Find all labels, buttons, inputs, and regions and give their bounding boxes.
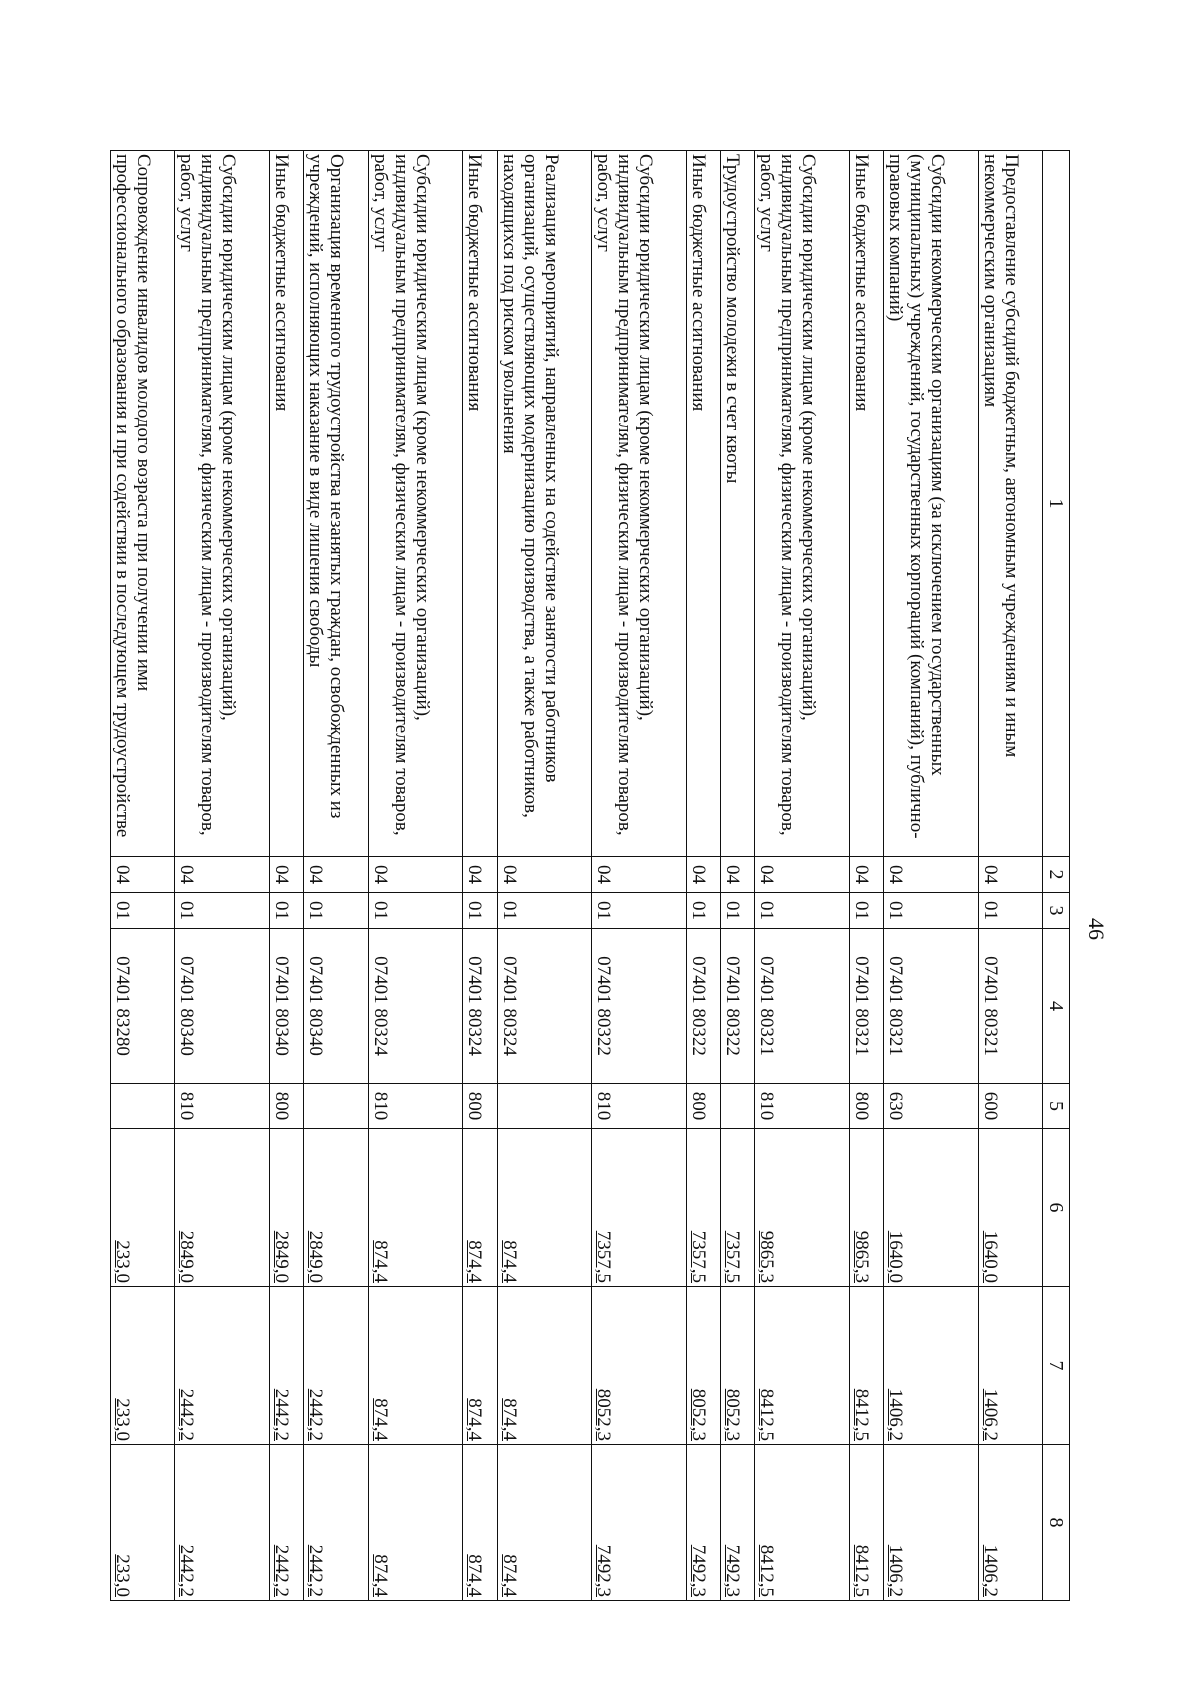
code-target-article: 07401 80322 [592,929,686,1084]
amount-col6: 9865,3 [849,1129,883,1287]
amount-col8: 1406,2 [978,1445,1042,1601]
amount-col7: 8052,3 [592,1287,686,1445]
code-subsection: 01 [720,893,754,929]
amount-col7: 8052,3 [720,1287,754,1445]
row-name: Иные бюджетные ассигнования [849,151,883,857]
code-expense-type [720,1084,754,1129]
code-subsection: 01 [849,893,883,929]
amount-col8: 7492,3 [720,1445,754,1601]
code-section: 04 [304,857,368,893]
amount-col8: 874,4 [368,1445,462,1601]
amount-col7: 1406,2 [884,1287,978,1445]
code-expense-type: 630 [884,1084,978,1129]
amount-col7: 874,4 [368,1287,462,1445]
col-header-1: 1 [1043,151,1070,857]
amount-col8: 8412,5 [755,1445,849,1601]
code-target-article: 07401 80322 [686,929,720,1084]
amount-col7: 8052,3 [686,1287,720,1445]
amount-col6: 2849,0 [269,1129,303,1287]
amount-col6: 9865,3 [755,1129,849,1287]
table-row [111,151,175,1601]
row-name: Сопровождение инвалидов молодого возраста при получении ими профессионального образования и при содействии в последующем трудоустройстве [111,151,175,857]
amount-col8: 874,4 [463,1445,497,1601]
row-name: Иные бюджетные ассигнования [269,151,303,857]
amount-col7: 233,0 [111,1287,175,1445]
header-row [1043,151,1070,1601]
code-section: 04 [686,857,720,893]
row-name: Организация временного трудоустройства незанятых граждан, освобожденных из учреждений, исполняющих наказание в виде лишения свободы [304,151,368,857]
code-target-article: 07401 80321 [978,929,1042,1084]
code-section: 04 [978,857,1042,893]
code-section: 04 [368,857,462,893]
row-name: Субсидии юридическим лицам (кроме некоммерческих организаций), индивидуальным предпринимателям, физическим лицам - производителям товаров, работ, услуг [755,151,849,857]
code-expense-type [304,1084,368,1129]
amount-col6: 1640,0 [884,1129,978,1287]
table-row [978,151,1042,1601]
amount-col6: 7357,5 [720,1129,754,1287]
table-row [720,151,754,1601]
amount-col8: 874,4 [497,1445,591,1601]
code-target-article: 07401 80324 [368,929,462,1084]
code-expense-type: 810 [755,1084,849,1129]
amount-col8: 8412,5 [849,1445,883,1601]
amount-col7: 2442,2 [304,1287,368,1445]
code-target-article: 07401 83280 [111,929,175,1084]
code-subsection: 01 [368,893,462,929]
code-section: 04 [497,857,591,893]
amount-col7: 8412,5 [849,1287,883,1445]
row-name: Субсидии юридическим лицам (кроме некоммерческих организаций), индивидуальным предпринимателям, физическим лицам - производителям товаров, работ, услуг [368,151,462,857]
code-subsection: 01 [111,893,175,929]
col-header-2: 2 [1043,857,1070,893]
table-row [849,151,883,1601]
amount-col7: 874,4 [497,1287,591,1445]
code-target-article: 07401 80324 [497,929,591,1084]
code-section: 04 [755,857,849,893]
code-target-article: 07401 80321 [884,929,978,1084]
col-header-3: 3 [1043,893,1070,929]
code-expense-type [497,1084,591,1129]
amount-col8: 1406,2 [884,1445,978,1601]
row-name: Реализация мероприятий, направленных на содействие занятости работников организаций, осуществляющих модернизацию производства, а также работников, находящихся под риском увольнения [497,151,591,857]
code-section: 04 [175,857,269,893]
code-subsection: 01 [592,893,686,929]
code-subsection: 01 [978,893,1042,929]
code-target-article: 07401 80321 [755,929,849,1084]
code-subsection: 01 [175,893,269,929]
amount-col6: 233,0 [111,1129,175,1287]
code-section: 04 [849,857,883,893]
amount-col6: 2849,0 [175,1129,269,1287]
code-expense-type: 810 [368,1084,462,1129]
code-subsection: 01 [884,893,978,929]
table-row [686,151,720,1601]
code-expense-type: 810 [592,1084,686,1129]
table-row [463,151,497,1601]
amount-col8: 2442,2 [269,1445,303,1601]
code-section: 04 [111,857,175,893]
code-target-article: 07401 80340 [269,929,303,1084]
code-expense-type: 800 [686,1084,720,1129]
code-expense-type: 600 [978,1084,1042,1129]
code-target-article: 07401 80340 [304,929,368,1084]
code-target-article: 07401 80340 [175,929,269,1084]
row-name: Иные бюджетные ассигнования [686,151,720,857]
code-subsection: 01 [304,893,368,929]
code-expense-type: 800 [849,1084,883,1129]
amount-col8: 7492,3 [686,1445,720,1601]
code-target-article: 07401 80324 [463,929,497,1084]
row-name: Субсидии юридическим лицам (кроме некоммерческих организаций), индивидуальным предпринимателям, физическим лицам - производителям товаров, работ, услуг [175,151,269,857]
table-row [592,151,686,1601]
code-target-article: 07401 80321 [849,929,883,1084]
col-header-6: 6 [1043,1129,1070,1287]
rotated-page-content [110,150,1070,1600]
code-expense-type: 810 [175,1084,269,1129]
row-name: Предоставление субсидий бюджетным, автономным учреждениям и иным некоммерческим организациям [978,151,1042,857]
row-name: Субсидии юридическим лицам (кроме некоммерческих организаций), индивидуальным предпринимателям, физическим лицам - производителям товаров, работ, услуг [592,151,686,857]
amount-col8: 2442,2 [304,1445,368,1601]
amount-col7: 2442,2 [175,1287,269,1445]
amount-col8: 233,0 [111,1445,175,1601]
code-section: 04 [463,857,497,893]
page-number: 46 [1084,918,1109,940]
row-name: Субсидии некоммерческим организациям (за исключением государственных (муниципальных) учреждений, государственных корпораций (компаний), публично-правовых компаний) [884,151,978,857]
code-expense-type [111,1084,175,1129]
amount-col6: 7357,5 [592,1129,686,1287]
table-row [304,151,368,1601]
table-row [497,151,591,1601]
amount-col6: 874,4 [497,1129,591,1287]
table-row [368,151,462,1601]
amount-col6: 874,4 [463,1129,497,1287]
amount-col8: 7492,3 [592,1445,686,1601]
code-target-article: 07401 80322 [720,929,754,1084]
amount-col7: 1406,2 [978,1287,1042,1445]
code-subsection: 01 [497,893,591,929]
table-row [175,151,269,1601]
amount-col6: 2849,0 [304,1129,368,1287]
amount-col8: 2442,2 [175,1445,269,1601]
table-row [884,151,978,1601]
amount-col7: 2442,2 [269,1287,303,1445]
col-header-7: 7 [1043,1287,1070,1445]
col-header-5: 5 [1043,1084,1070,1129]
code-section: 04 [592,857,686,893]
code-section: 04 [884,857,978,893]
budget-table [110,150,1070,1601]
code-subsection: 01 [755,893,849,929]
code-section: 04 [720,857,754,893]
col-header-4: 4 [1043,929,1070,1084]
code-expense-type: 800 [463,1084,497,1129]
row-name: Трудоустройство молодежи в счет квоты [720,151,754,857]
code-subsection: 01 [463,893,497,929]
table-row [269,151,303,1601]
amount-col7: 874,4 [463,1287,497,1445]
code-section: 04 [269,857,303,893]
amount-col6: 1640,0 [978,1129,1042,1287]
table-row [755,151,849,1601]
amount-col7: 8412,5 [755,1287,849,1445]
row-name: Иные бюджетные ассигнования [463,151,497,857]
amount-col6: 874,4 [368,1129,462,1287]
code-subsection: 01 [269,893,303,929]
col-header-8: 8 [1043,1445,1070,1601]
amount-col6: 7357,5 [686,1129,720,1287]
code-subsection: 01 [686,893,720,929]
code-expense-type: 800 [269,1084,303,1129]
